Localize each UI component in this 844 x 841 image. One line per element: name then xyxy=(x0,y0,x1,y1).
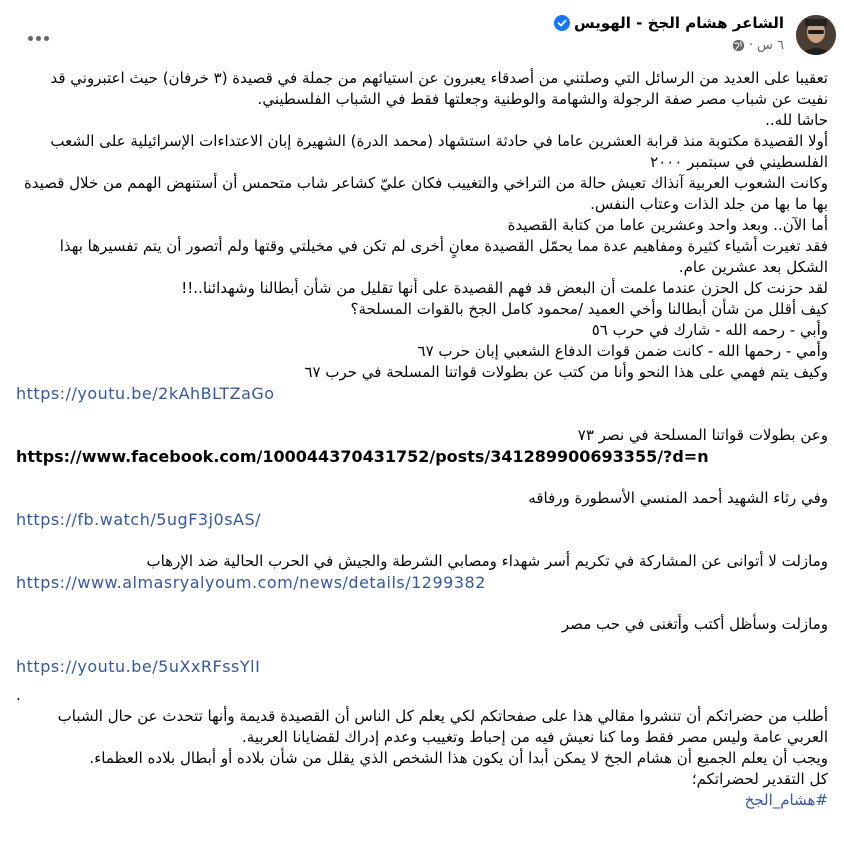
dot-icon xyxy=(36,36,41,41)
facebook-post-link[interactable]: https://www.facebook.com/100044370431752/posts/341289900693355/?d=n xyxy=(16,447,709,466)
meta-separator: · xyxy=(748,38,753,53)
post-time[interactable]: ٦ س xyxy=(757,38,784,53)
globe-icon[interactable] xyxy=(732,39,745,52)
more-options-button[interactable] xyxy=(20,28,56,48)
text-line: وفي رثاء الشهيد أحمد المنسي الأسطورة ورفاقه xyxy=(528,489,828,507)
text-line: ويجب أن يعلم الجميع أن هشام الجخ لا يمكن أبدا أن يكون هذا الشخص الذي يقلل من شأن بلاده أو أبطال بلاده العظماء. xyxy=(89,749,828,767)
text-line: تعقيبا على العديد من الرسائل التي وصلتني من أصدقاء يعبرون عن استيائهم من جملة في قصيدة (٣ خرفان) حيث اعتبروني قد نفيت عن شباب مصر صفة الرجولة والشهامة والوطنية وجعلتها فقط في الشباب الفلسطيني. xyxy=(50,69,828,108)
hashtag-link[interactable]: #هشام_الجخ xyxy=(744,791,828,809)
text-line: وأبي - رحمه الله - شارك في حرب ٥٦ xyxy=(591,321,828,339)
text-line: وأمي - رحمها الله - كانت ضمن قوات الدفاع الشعبي إبان حرب ٦٧ xyxy=(417,342,828,360)
news-link[interactable]: https://www.almasryalyoum.com/news/details/1299382 xyxy=(16,573,486,592)
dot-line: . xyxy=(16,686,21,704)
youtube-link[interactable]: https://youtu.be/2kAhBLTZaGo xyxy=(16,384,275,403)
text-line: ومازلت وسأظل أكتب وأتغنى في حب مصر xyxy=(561,615,828,633)
text-line: حاشا لله.. xyxy=(765,111,828,129)
verified-badge-icon xyxy=(554,15,570,31)
text-line: وكانت الشعوب العربية آنذاك تعيش حالة من التراخي والتغييب فكان عليّ كشاعر شاب متحمس أن أستنهض الهمم من خلال قصيدة بها ما بها من جلد الذات وعتاب النفس. xyxy=(23,174,828,213)
avatar-photo xyxy=(796,15,836,55)
post-header xyxy=(0,8,844,68)
text-line: وكيف يتم فهمي على هذا النحو وأنا من كتب عن بطولات قواتنا المسلحة في حرب ٦٧ xyxy=(304,363,828,381)
text-line: أما الآن.. وبعد واحد وعشرين عاما من كتابة القصيدة xyxy=(507,216,828,234)
post-content xyxy=(16,68,828,811)
dot-icon xyxy=(44,36,49,41)
text-line: كل التقدير لحضراتكم؛ xyxy=(691,770,828,788)
fb-watch-link[interactable]: https://fb.watch/5ugF3j0sAS/ xyxy=(16,510,262,529)
author-line xyxy=(554,14,784,32)
text-line: ومازلت لا أتوانى عن المشاركة في تكريم أسر شهداء ومصابي الشرطة والجيش في الحرب الحالية ضد الإرهاب xyxy=(146,552,828,570)
author-name[interactable]: الشاعر هشام الجخ - الهويس xyxy=(574,14,784,32)
youtube-link[interactable]: https://youtu.be/5uXxRFssYlI xyxy=(16,657,261,676)
author-avatar[interactable] xyxy=(796,15,836,55)
text-line: لقد حزنت كل الحزن عندما علمت أن البعض قد فهم القصيدة على أنها تقليل من شأن أبطالنا وشهدائنا..!! xyxy=(181,279,828,297)
post-meta xyxy=(732,38,784,53)
text-line: فقد تغيرت أشياء كثيرة ومفاهيم عدة مما يحمّل القصيدة معانٍ أخرى لم تكن في مخيلتي وقتها ولم أتصور أن يتم تفسيرها بهذا الشكل بعد عشرين عام. xyxy=(59,237,828,276)
dot-icon xyxy=(28,36,33,41)
text-line: كيف أقلل من شأن أبطالنا وأخي العميد /محمود كامل الجخ بالقوات المسلحة؟ xyxy=(350,300,828,318)
text-line: وعن بطولات قواتنا المسلحة في نصر ٧٣ xyxy=(577,426,828,444)
text-line: أولا القصيدة مكتوبة منذ قرابة العشرين عاما في حادثة استشهاد (محمد الدرة) الشهيرة إبان الاعتداءات الإسرائيلية على الشعب الفلسطيني في سبتمبر ٢٠٠٠ xyxy=(50,132,828,171)
text-line: أطلب من حضراتكم أن تنشروا مقالي هذا على صفحاتكم لكي يعلم كل الناس أن القصيدة قديمة وأنها تتحدث عن حال الشباب العربي عامة وليس مصر فقط وما كنا نعيش فيه من إحباط وتغييب وعدم إدراك لقضايانا العربية. xyxy=(57,707,828,746)
